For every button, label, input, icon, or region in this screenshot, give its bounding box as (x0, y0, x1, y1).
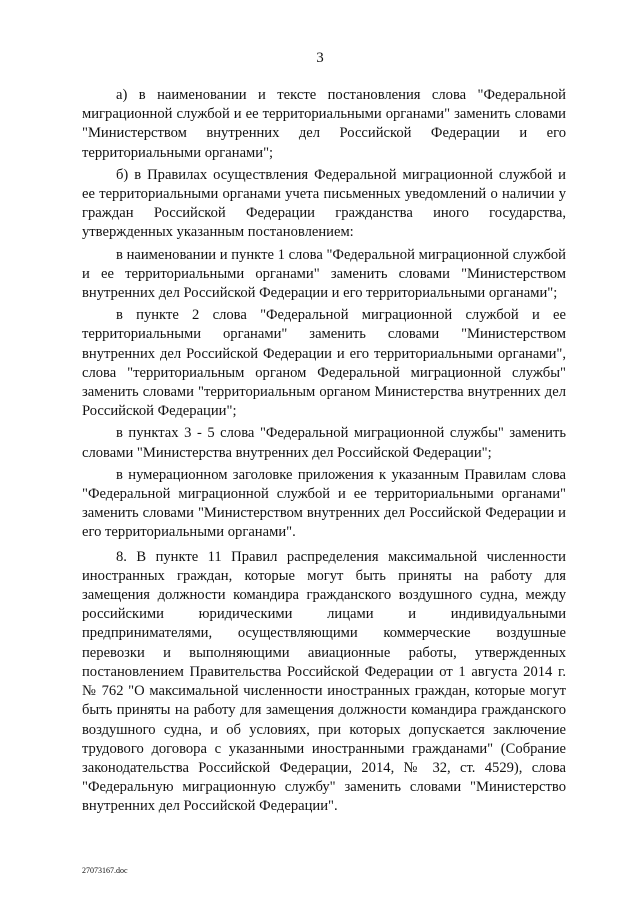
footer-filename: 27073167.doc (82, 866, 128, 875)
paragraph-b-item-4: в нумерационном заголовке приложения к указанным Правилам слова "Федеральной миграционной службой и ее территориальными органами" заменить словами "Министерством внутренних дел Российской Федерации и его территориальными органами". (82, 466, 566, 541)
paragraph-b: б) в Правилах осуществления Федеральной миграционной службой и ее территориальными органами учета письменных уведомлений о наличии у граждан Российской Федерации гражданства иного государства, утвержденных указанным постановлением: (82, 166, 566, 241)
paragraph-a: а) в наименовании и тексте постановления слова "Федеральной миграционной службой и ее территориальными органами" заменить словами "Министерством внутренних дел Российской Федерации и его территориальными органами"; (82, 87, 566, 161)
document-body (82, 86, 566, 817)
paragraph-b-item-1: в наименовании и пункте 1 слова "Федеральной миграционной службой и ее территориальными органами" заменить словами "Министерством внутренних дел Российской Федерации и его территориальными органами"; (82, 246, 566, 302)
paragraph-b-item-2: в пункте 2 слова "Федеральной миграционной службой и ее территориальными органами" заменить словами "Министерством внутренних дел Российской Федерации и его территориальными органами", слова "территориальным органом Федеральной миграционной службы" заменить словами "территориальным органом Министерства внутренних дел Российской Федерации"; (82, 307, 566, 420)
paragraph-8: 8. В пункте 11 Правил распределения максимальной численности иностранных граждан, которые могут быть приняты на работу для замещения должности командира гражданского воздушного судна, между российскими юридическими лицами и индивидуальными предпринимателями, осуществляющими коммерческие воздушные перевозки и выполняющими авиационные работы, утвержденных постановлением Правительства Российской Федерации от 1 августа 2014 г. № 762 "О максимальной численности иностранных граждан, которые могут быть приняты на работу для замещения должности командира гражданского воздушного судна, и об условиях, при которых допускается заключение трудового договора с указанными иностранными гражданами" (Собрание законодательства Российской Федерации, 2014, № 32, ст. 4529), слова "Федеральную миграционную службу" заменить словами "Министерство внутренних дел Российской Федерации". (82, 548, 566, 815)
page-number: 3 (316, 50, 324, 66)
paragraph-b-item-3: в пунктах 3 - 5 слова "Федеральной миграционной службы" заменить словами "Министерства внутренних дел Российской Федерации"; (82, 425, 566, 461)
